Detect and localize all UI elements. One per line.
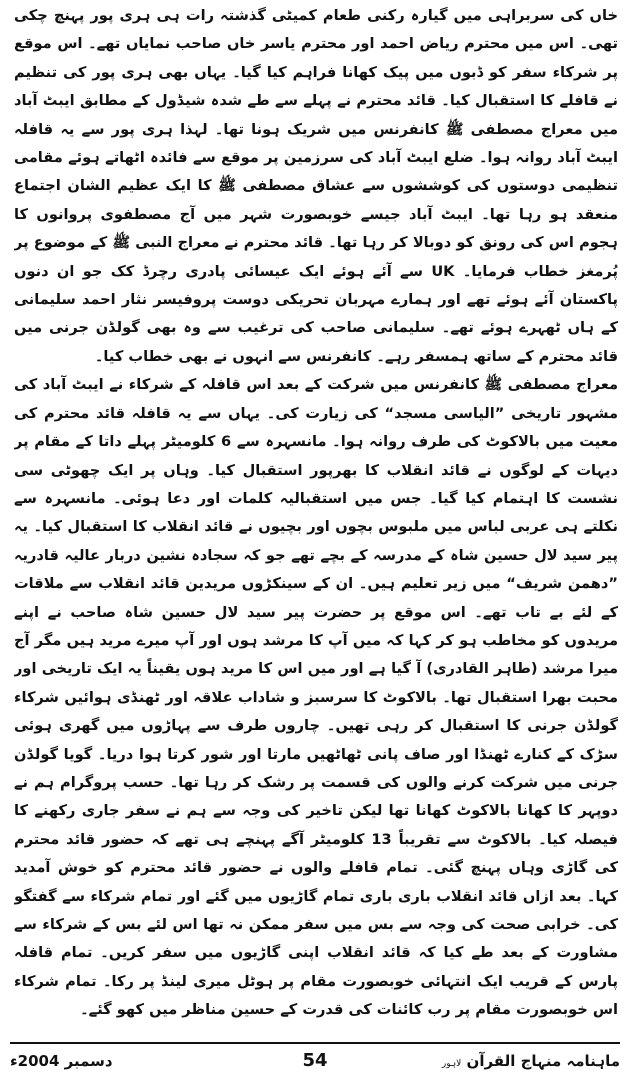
footer-divider <box>10 1042 620 1044</box>
page-footer <box>10 1048 620 1078</box>
article-body <box>14 2 618 1024</box>
magazine-city: لاہور <box>441 1059 462 1069</box>
magazine-name: ماہنامہ منہاج القرآن <box>466 1052 620 1070</box>
issue-date: دسمبر 2004ء <box>10 1052 113 1070</box>
magazine-title <box>442 1052 620 1070</box>
page-number: 54 <box>302 1050 328 1071</box>
article-paragraph-2: معراج مصطفی ﷺ کانفرنس میں شرکت کے بعد اس قافلہ کے شرکاء نے ایبٹ آباد کی مشہور تاریخی ”الیاسی مسجد“ کی زیارت کی۔ یہاں سے یہ قافلہ قائد محترم کی معیت میں بالاکوٹ کی طرف روانہ ہوا۔ مانسہرہ سے 6 کلومیٹر پہلے داتا کے مقام پر دیہات کے لوگوں نے قائد انقلاب کا بھرپور استقبال کیا۔ وہاں پر ایک چھوٹی سی نشست کا اہتمام کیا گیا۔ جس میں استقبالیہ کلمات اور دعا ہوئی۔ مانسہرہ سے نکلتے ہی عربی لباس میں ملبوس بچوں اور بچیوں نے قائد انقلاب کا استقبال کیا۔ یہ پیر سید لال حسین شاہ کے مدرسہ کے بچے تھے جو کہ سجادہ نشین دربار عالیہ قادریہ ”دھمن شریف“ میں زیر تعلیم ہیں۔ ان کے سینکڑوں مریدین قائد انقلاب سے ملاقات کے لئے بے تاب تھے۔ اس موقع پر حضرت پیر سید لال حسین شاہ صاحب نے اپنے مریدوں کو مخاطب ہو کر کہا کہ میں آپ کا مرشد ہوں اور آپ میرے مرید ہیں مگر آج میرا مرشد (طاہر القادری) آ گیا ہے اور میں اس کا مرید ہوں یقیناً یہ ایک تاریخی اور محبت بھرا استقبال تھا۔ بالاکوٹ کا سرسبز و شاداب علاقہ اور ٹھنڈی ہوائیں شرکاء گولڈن جرنی کا استقبال کر رہی تھیں۔ چاروں طرف سے پہاڑوں میں گھری ہوئی سڑک کے کنارے ٹھنڈا اور صاف پانی ٹھاٹھیں مارتا اور شور کرتا ہوا دریا۔ گویا گولڈن جرنی میں شرکت کرنے والوں کی قسمت پر رشک کر رہا تھا۔ حسب پروگرام ہم نے دوپہر کا کھانا بالاکوٹ کھانا تھا لیکن تاخیر کی وجہ سے ہم نے سفر جاری رکھنے کا فیصلہ کیا۔ بالاکوٹ سے تقریباً 13 کلومیٹر آگے پہنچے ہی تھے کہ حضور قائد محترم کی گاڑی وہاں پہنچ گئی۔ تمام قافلے والوں نے حضور قائد محترم کو خوش آمدید کہا۔ بعد ازاں قائد انقلاب باری باری تمام گاڑیوں میں گئے اور تمام شرکاء سے گفتگو کی۔ خرابی صحت کی وجہ سے بس میں سفر ممکن نہ تھا اس لئے بس کے شرکاء سے مشاورت کے بعد طے کیا کہ قائد انقلاب اپنی گاڑیوں میں سفر کریں۔ تمام قافلہ پارس کے قریب ایک انتہائی خوبصورت مقام پر ہوٹل میری لینڈ پر رکا۔ تمام شرکاء اس خوبصورت مقام پر رب کائنات کی قدرت کے حسین مناظر میں کھو گئے۔ <box>14 376 618 1019</box>
article-paragraph-1: خاں کی سربراہی میں گیارہ رکنی طعام کمیٹی گذشتہ رات ہی ہری پور پہنچ چکی تھی۔ اس میں محترم ریاض احمد اور محترم یاسر خاں صاحب نمایاں تھے۔ اس موقع پر شرکاء سفر کو ڈبوں میں پیک کھانا فراہم کیا گیا۔ یہاں بھی ہری پور کی تنظیم نے قافلے کا استقبال کیا۔ قائد محترم نے پہلے سے طے شدہ شیڈول کے مطابق ایبٹ آباد میں معراج مصطفی ﷺ کانفرنس میں شریک ہونا تھا۔ لہذا ہری پور سے یہ قافلہ ایبٹ آباد روانہ ہوا۔ ضلع ایبٹ آباد کی سرزمین پر موقع سے فائدہ اٹھاتے ہوئے مقامی تنظیمی دوستوں کی کوششوں سے عشاق مصطفی ﷺ کا ایک عظیم الشان اجتماع منعقد ہو رہا تھا۔ ایبٹ آباد جیسے خوبصورت شہر میں آج مصطفوی پروانوں کا ہجوم اس کی رونق کو دوبالا کر رہا تھا۔ قائد محترم نے معراج النبی ﷺ کے موضوع پر پُرمغز خطاب فرمایا۔ UK سے آئے ہوئے ایک عیسائی پادری رچرڈ کک جو ان دنوں پاکستان آئے ہوئے تھے اور ہمارے مہربان تحریکی دوست پروفیسر نثار احمد سلیمانی کے ہاں ٹھہرے ہوئے تھے۔ سلیمانی صاحب کی ترغیب سے وہ بھی گولڈن جرنی میں قائد محترم کے ساتھ ہمسفر رہے۔ کانفرنس سے انہوں نے بھی خطاب کیا۔ <box>14 7 618 365</box>
